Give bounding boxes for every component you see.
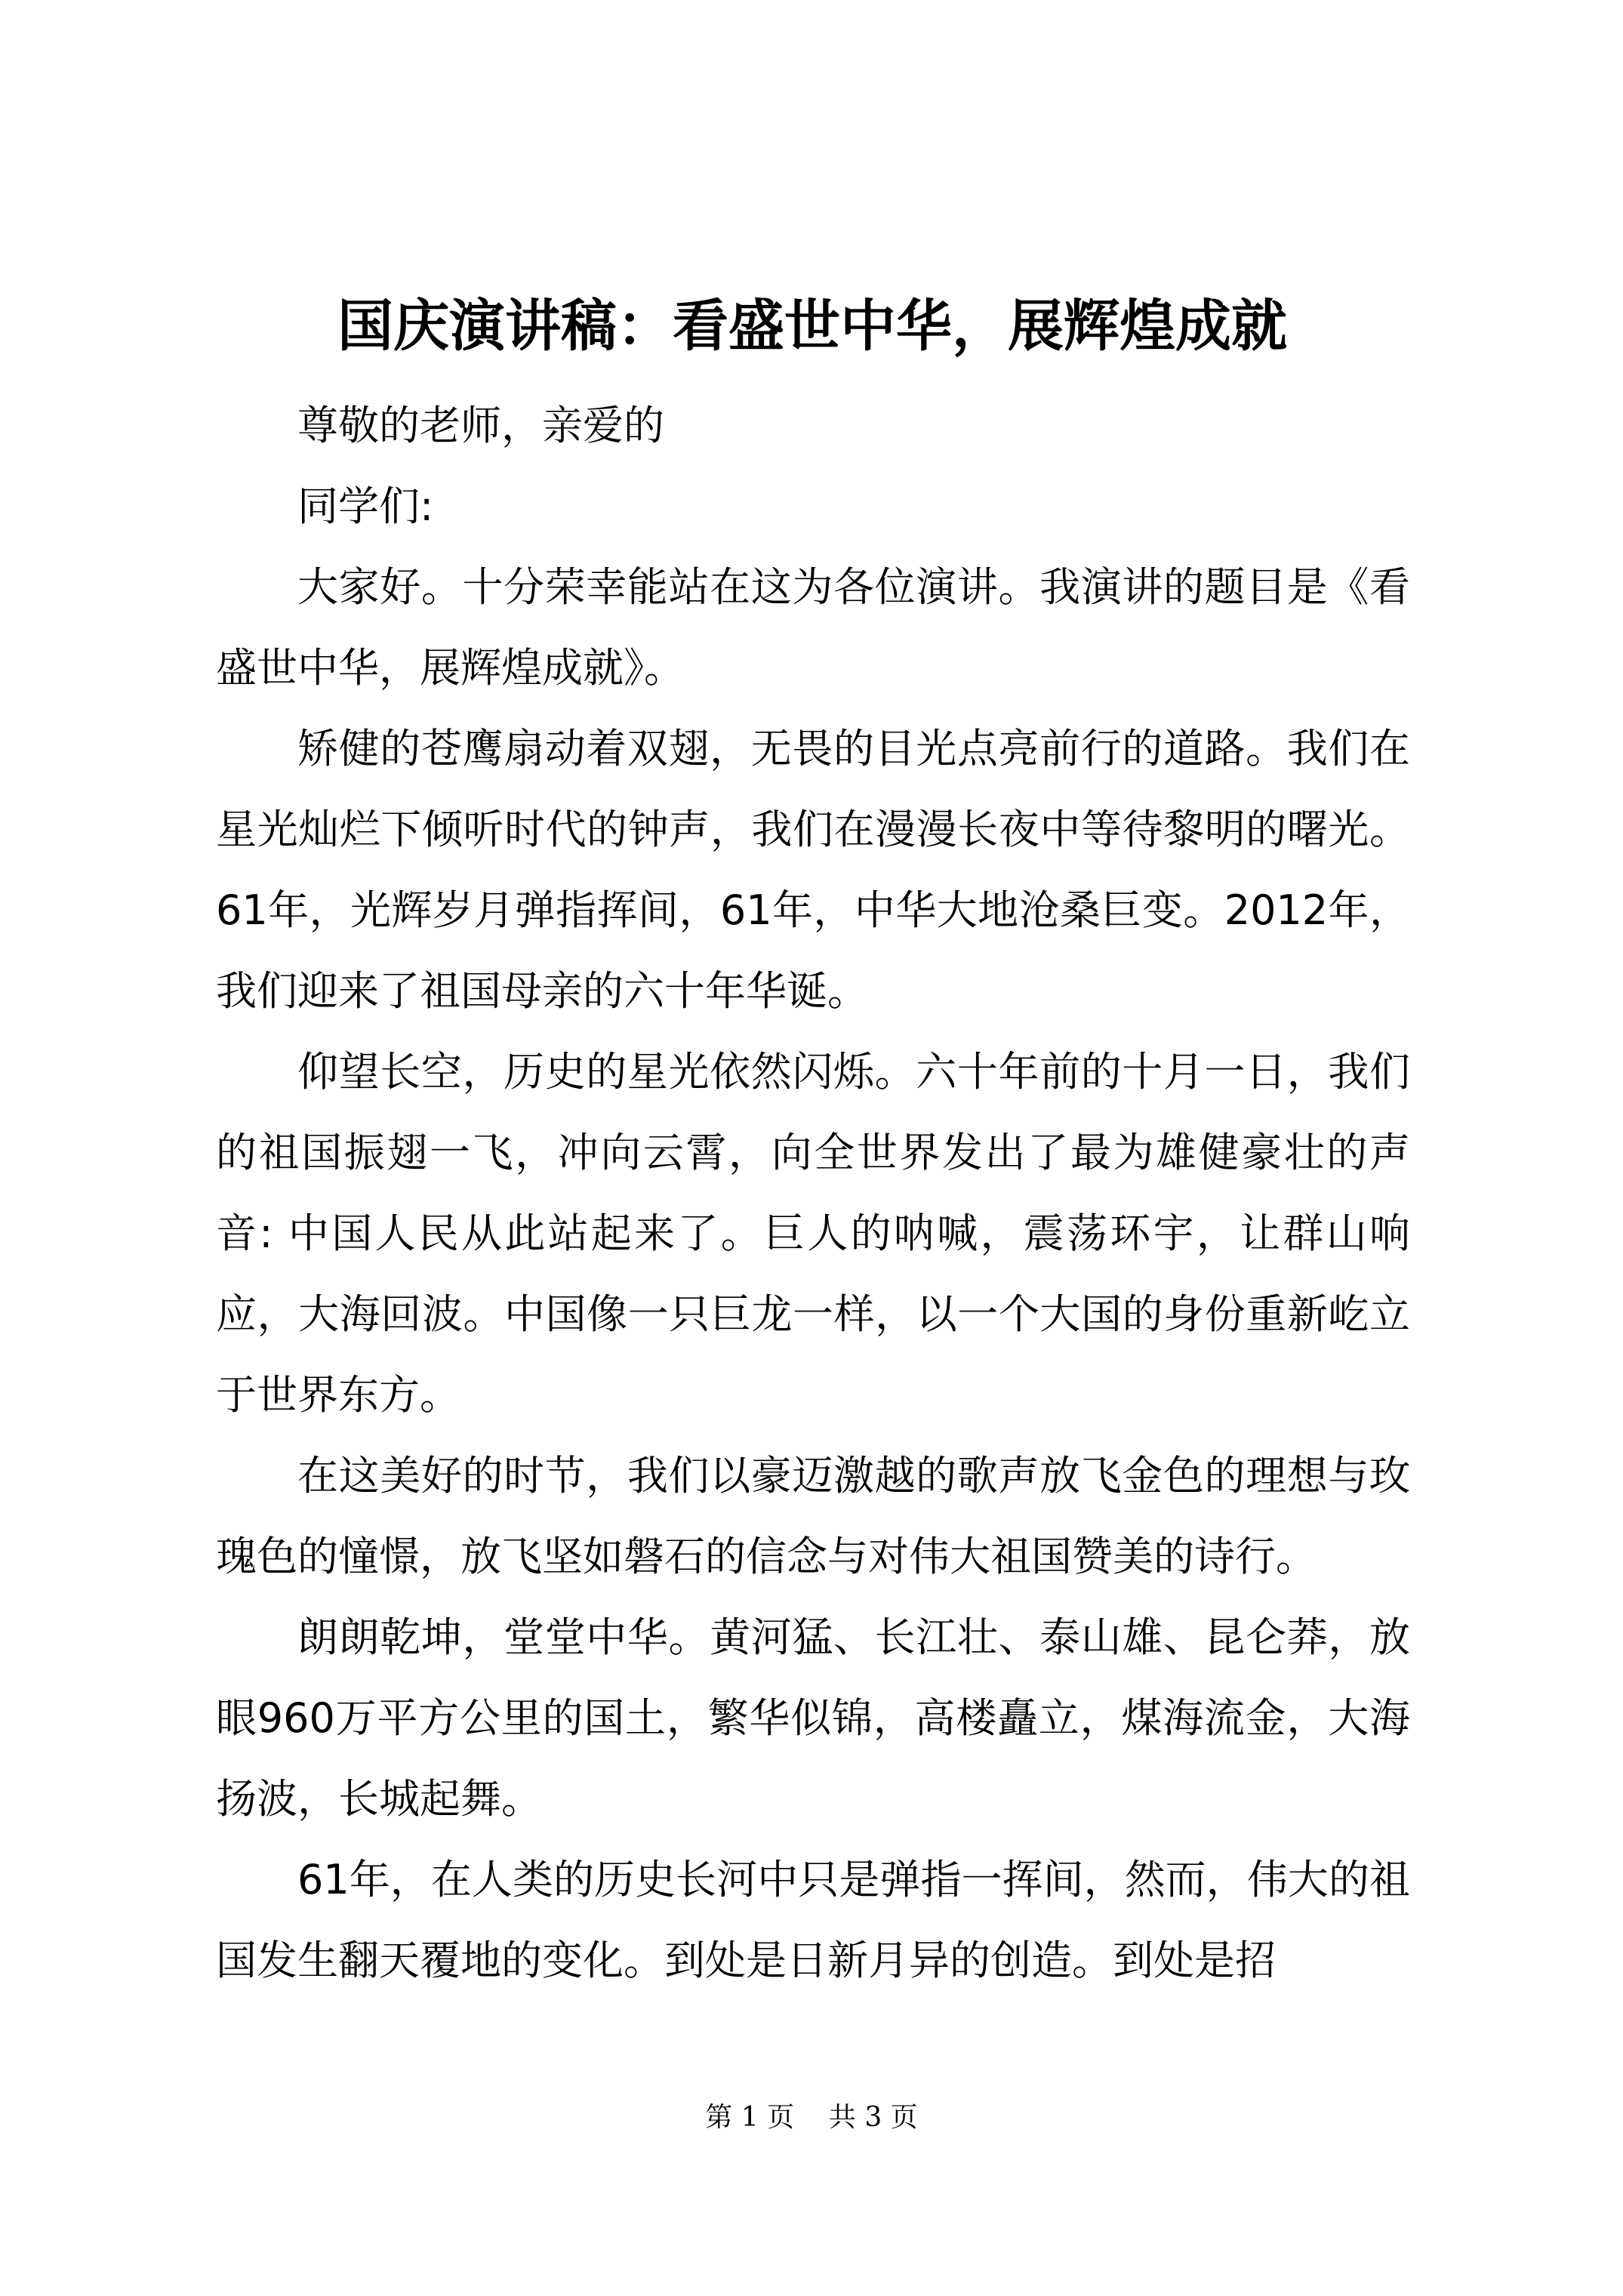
- page-footer: [0, 2099, 1623, 2137]
- paragraph-season: 在这美好的时节，我们以豪迈激越的歌声放飞金色的理想与玫瑰色的憧憬，放飞坚如磐石的信念与对伟大祖国赞美的诗行。: [216, 1452, 1410, 1580]
- paragraph-history: 仰望长空，历史的星光依然闪烁。六十年前的十月一日，我们的祖国振翅一飞，冲向云霄，向全世界发出了最为雄健豪壮的声音: 中国人民从此站起来了。巨人的呐喊，震荡环宇，让群山响应，大海回波。中国像一只巨龙一样，以一个大国的身份重新屹立于世界东方。: [216, 1048, 1410, 1419]
- page-total: 共 3 页: [828, 2102, 918, 2133]
- salutation-line-1: 尊敬的老师，亲爱的: [297, 402, 664, 449]
- paragraph-change: 61年，在人类的历史长河中只是弹指一挥间，然而，伟大的祖国发生翻天覆地的变化。到处是日新月异的创造。到处是招: [216, 1856, 1410, 1984]
- paragraph-land: 朗朗乾坤，堂堂中华。黄河猛、长江壮、泰山雄、昆仑莽，放眼960万平方公里的国土，繁华似锦，高楼矗立，煤海流金，大海扬波，长城起舞。: [216, 1613, 1410, 1823]
- page-number: 第 1 页: [705, 2102, 795, 2133]
- document-body: [216, 385, 1410, 2001]
- salutation-line-2: 同学们:: [297, 482, 434, 530]
- paragraph-greeting: 大家好。十分荣幸能站在这为各位演讲。我演讲的题目是《看盛世中华，展辉煌成就》。: [216, 563, 1410, 692]
- paragraph-eagle: 矫健的苍鹰扇动着双翅，无畏的目光点亮前行的道路。我们在星光灿烂下倾听时代的钟声，我们在漫漫长夜中等待黎明的曙光。61年，光辉岁月弹指挥间，61年，中华大地沧桑巨变。2012年，我们迎来了祖国母亲的六十年华诞。: [216, 725, 1410, 1015]
- document-title: 国庆演讲稿：看盛世中华，展辉煌成就: [337, 294, 1287, 359]
